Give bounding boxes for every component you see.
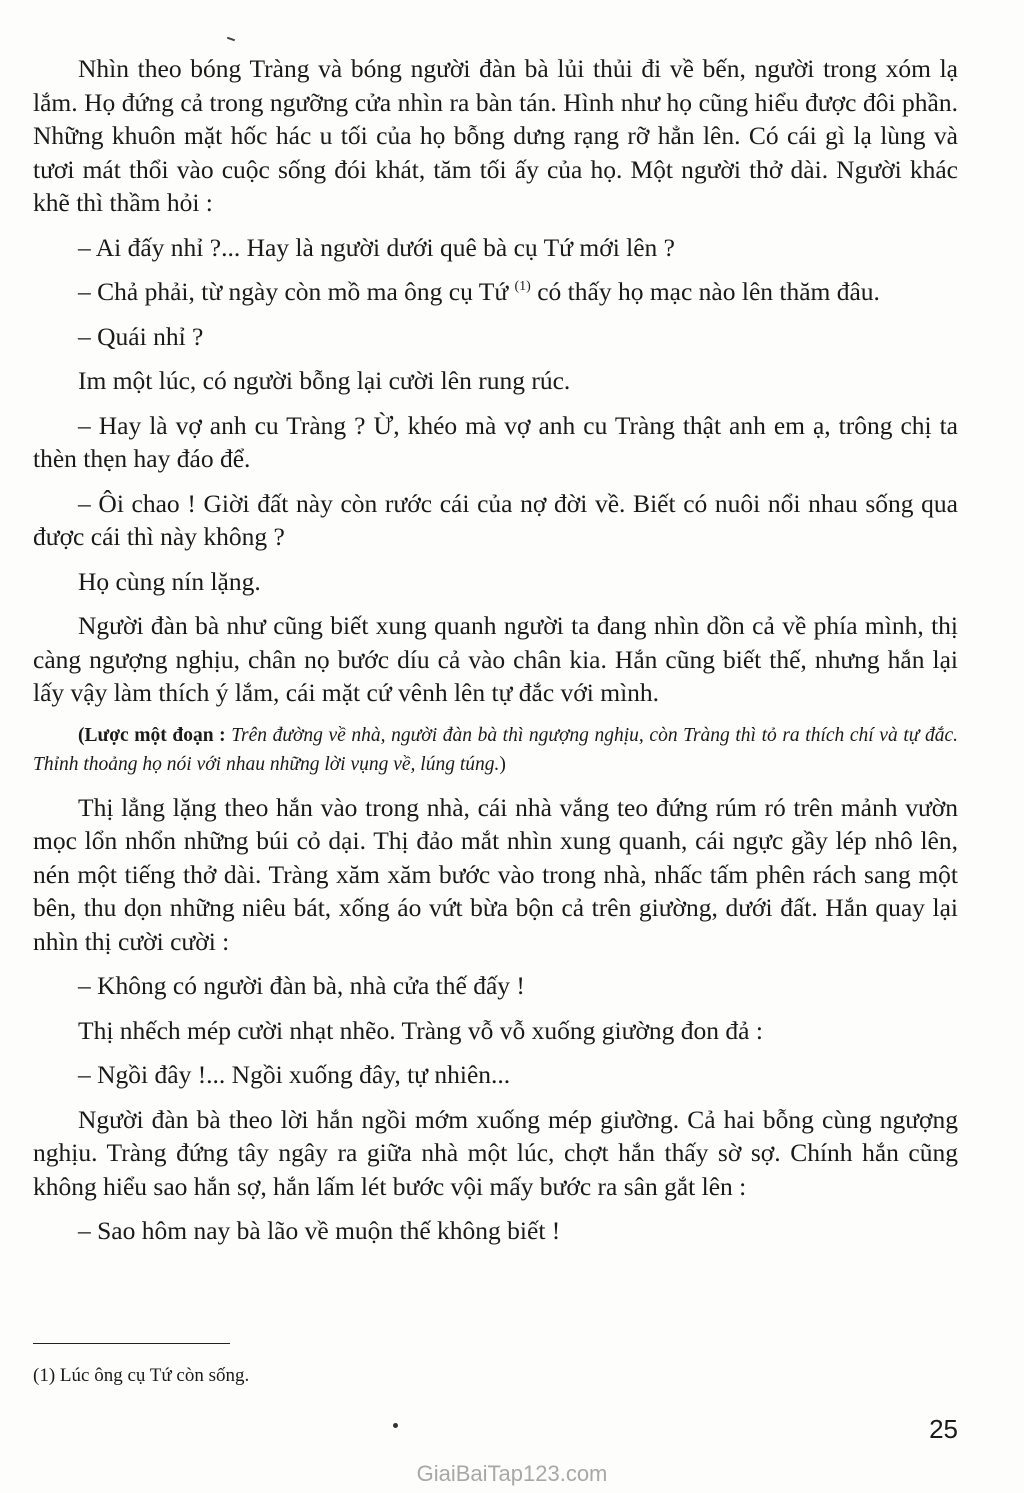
paragraph-1: Nhìn theo bóng Tràng và bóng người đàn bà lủi thủi đi về bến, người trong xóm lạ lắm. Họ đứng cả trong ngưỡng cửa nhìn ra bàn tán. Hình như họ cũng hiểu được đôi phần. Những khuôn mặt hốc hác u tối của họ bỗng dưng rạng rỡ hẳn lên. Có cái gì lạ lùng và tươi mát thổi vào cuộc sống đói khát, tăm tối ấy của họ. Một người thở dài. Người khác khẽ thì thầm hỏi : xyxy=(33,54,958,217)
paragraph-4: Người đàn bà như cũng biết xung quanh người ta đang nhìn dồn cả về phía mình, thị càng ngượng nghịu, chân nọ bước díu cả vào chân kia. Hắn cũng biết thế, nhưng hắn lại lấy vậy làm thích ý lắm, cái mặt cứ vênh lên tự đắc với mình. xyxy=(33,611,958,707)
paragraph-2: Im một lúc, có người bỗng lại cười lên rung rúc. xyxy=(78,366,571,395)
omission-note-label: (Lược một đoạn : xyxy=(78,724,226,746)
dialogue-line-2 xyxy=(33,275,958,309)
paragraph-7: Người đàn bà theo lời hắn ngồi mớm xuống mép giường. Cả hai bỗng cùng ngượng nghịu. Tràng đứng tây ngây ra giữa nhà một lúc, chợt hắn thấy sờ sợ. Chính hắn cũng không hiểu sao hắn sợ, hắn lấm lét bước vội mấy bước ra sân gắt lên : xyxy=(33,1104,958,1201)
footnote-divider xyxy=(33,1343,230,1344)
page-number: 25 xyxy=(929,1414,958,1444)
dialogue-line-2-end: có thấy họ mạc nào lên thăm đâu. xyxy=(537,277,880,306)
page-body xyxy=(33,52,958,1259)
paragraph-5: Thị lẳng lặng theo hắn vào trong nhà, cái nhà vắng teo đứng rúm ró trên mảnh vườn mọc lổn nhổn những búi cỏ dại. Thị đảo mắt nhìn xung quanh, cái ngực gầy lép nhô lên, nén một tiếng thở dài. Tràng xăm xăm bước vào trong nhà, nhấc tấm phên rách sang một bên, thu dọn những niêu bát, xống áo vứt bừa bộn cả trên giường, dưới đất. Hắn quay lại nhìn thị cười cười : xyxy=(33,792,958,956)
dialogue-line-8: – Sao hôm nay bà lão về muộn thế không biết ! xyxy=(78,1216,561,1245)
omission-note-close: ) xyxy=(499,753,506,775)
dialogue-line-4: – Hay là vợ anh cu Tràng ? Ừ, khéo mà vợ anh cu Tràng thật anh em ạ, trông chị ta thèn thẹn hay đáo để. xyxy=(33,410,958,473)
dialogue-line-2-start: – Chả phải, từ ngày còn mồ ma ông cụ Tứ xyxy=(78,277,509,306)
stray-dot xyxy=(393,1423,398,1428)
dialogue-line-6: – Không có người đàn bà, nhà cửa thế đấy ! xyxy=(78,971,525,1000)
dialogue-line-5: – Ôi chao ! Giời đất này còn rước cái của nợ đời về. Biết có nuôi nổi nhau sống qua được cái thì này không ? xyxy=(33,488,958,551)
dialogue-line-3: – Quái nhỉ ? xyxy=(78,321,204,351)
footnote: (1) Lúc ông cụ Tứ còn sống. xyxy=(33,1365,250,1386)
paragraph-3: Họ cùng nín lặng. xyxy=(78,566,261,596)
omission-note xyxy=(33,721,958,779)
footnote-ref[interactable]: (1) xyxy=(514,279,531,294)
omission-note-text: Trên đường về nhà, người đàn bà thì ngượng nghịu, còn Tràng thì tỏ ra thích chí và tự đắc. Thỉnh thoảng họ nói với nhau những lời vụng về, lúng túng. xyxy=(33,724,959,775)
stray-mark xyxy=(227,37,235,42)
watermark: GiaiBaiTap123.com xyxy=(416,1461,608,1486)
paragraph-6: Thị nhếch mép cười nhạt nhẽo. Tràng vỗ vỗ xuống giường đon đả : xyxy=(78,1015,763,1045)
dialogue-line-7: – Ngồi đây !... Ngồi xuống đây, tự nhiên... xyxy=(78,1060,511,1089)
dialogue-line-1: – Ai đấy nhỉ ?... Hay là người dưới quê bà cụ Tứ mới lên ? xyxy=(78,232,675,262)
